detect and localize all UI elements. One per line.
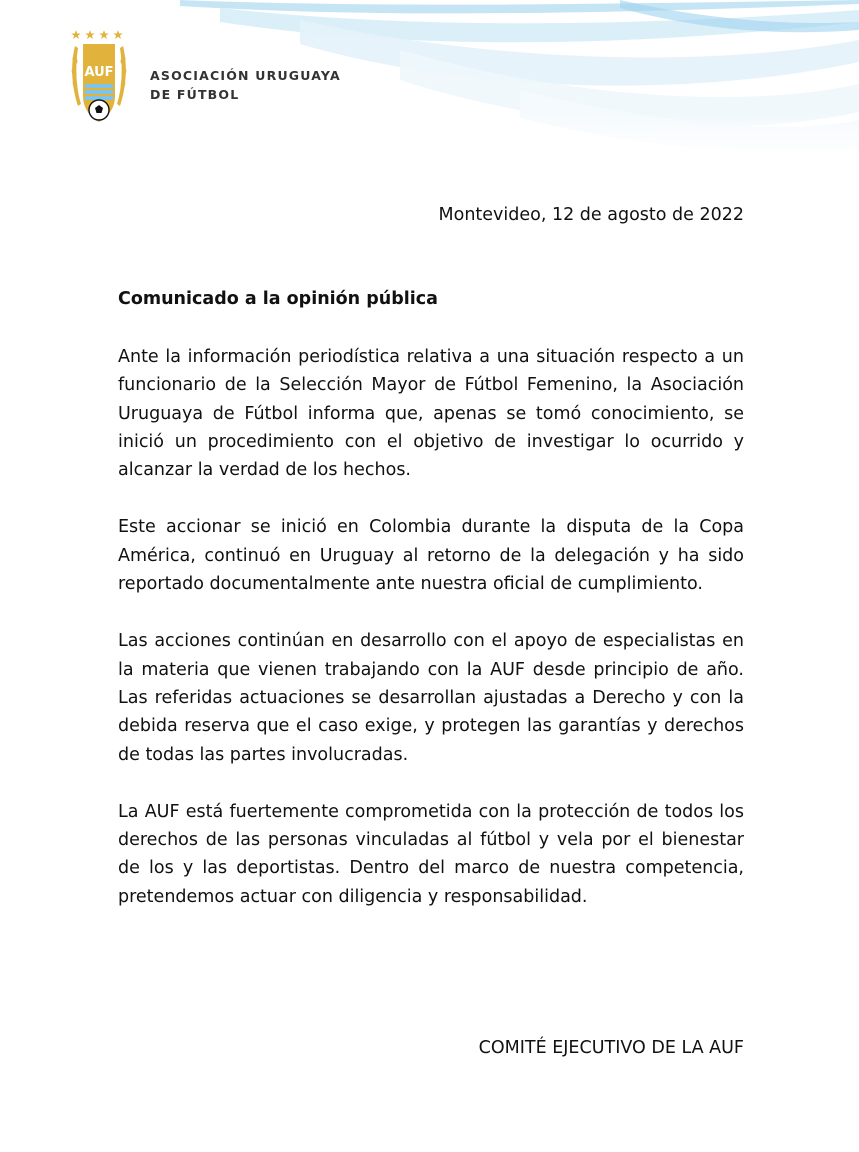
- org-name-line2: DE FÚTBOL: [150, 87, 240, 102]
- letter-date: Montevideo, 12 de agosto de 2022: [438, 205, 744, 225]
- paragraph-3: Las acciones continúan en desarrollo con el apoyo de especialistas en la materia que vienen trabajando con la AUF desde principio de año. Las referidas actuaciones se desarrollan ajustadas a Derecho y con la debida reserva que el caso exige, y protegen las garantías y derechos de todas las partes involucradas.: [118, 631, 744, 765]
- header-background: [0, 0, 859, 160]
- letter-signature: COMITÉ EJECUTIVO DE LA AUF: [478, 1038, 744, 1058]
- auf-crest-logo: [70, 26, 128, 128]
- paragraph-4: La AUF está fuertemente comprometida con la protección de todos los derechos de las personas vinculadas al fútbol y vela por el bienestar de los y las deportistas. Dentro del marco de nuestra competencia, pretendemos actuar con diligencia y responsabilidad.: [118, 801, 744, 907]
- paragraph-1: Ante la información periodística relativa a una situación respecto a un funcionario de la Selección Mayor de Fútbol Femenino, la Asociación Uruguaya de Fútbol informa que, apenas se tomó conocimiento, se inició un procedimiento con el objetivo de investigar lo ocurrido y alcanzar la verdad de los hechos.: [118, 347, 744, 481]
- org-name-line1: ASOCIACIÓN URUGUAYA: [150, 68, 341, 83]
- organization-name: [150, 66, 341, 104]
- letter-subject: Comunicado a la opinión pública: [118, 289, 438, 309]
- stars-icon: [71, 30, 123, 39]
- svg-text:AUF: AUF: [84, 65, 114, 80]
- paragraph-2: Este accionar se inició en Colombia durante la disputa de la Copa América, continuó en Uruguay al retorno de la delegación y ha sido reportado documentalmente ante nuestra oficial de cumplimiento.: [118, 517, 744, 595]
- letter-body: [118, 343, 744, 940]
